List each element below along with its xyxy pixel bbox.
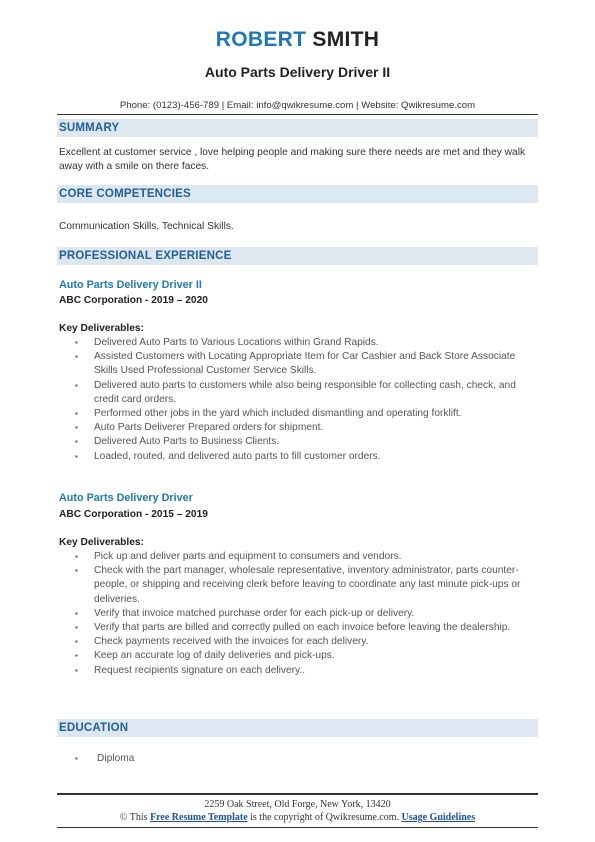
bullet-text: Assisted Customers with Locating Appropriate Item for Car Cashier and Back Store Associate Skills Used Professional Customer Service Skills. [94,351,516,377]
bullet-text: Keep an accurate log of daily deliveries and pick-ups. [94,650,335,662]
bullet-icon: ▪ [75,665,78,675]
footer-divider-top [57,793,538,795]
key-deliverables-label: Key Deliverables: [59,537,144,548]
list-item [59,635,539,649]
key-deliverables-label: Key Deliverables: [59,323,144,334]
copyright-prefix: © This [119,812,148,823]
bullet-icon: ▪ [75,623,78,633]
bullet-text: Request recipients signature on each delivery.. [94,664,306,676]
job-1-bullet-list [59,336,539,464]
summary-text: Excellent at customer service , love helping people and making sure there needs are met and they walk away with a smile on there faces. [59,147,526,172]
bullet-text: Pick up and deliver parts and equipment to consumers and vendors. [94,551,402,562]
bullet-text: Delivered Auto Parts to Business Clients. [94,436,280,448]
bullet-icon: ▪ [75,754,78,763]
section-header-summary [57,119,538,137]
list-item [59,407,539,421]
list-item [59,621,539,635]
list-item [59,421,539,435]
list-item [59,450,539,464]
job-company-dates: ABC Corporation - 2019 – 2020 [59,295,208,306]
list-item [59,664,539,678]
section-title: EDUCATION [59,722,129,734]
last-name: SMITH [312,28,380,51]
bullet-icon: ▪ [75,608,78,618]
bullet-icon: ▪ [75,380,78,390]
job-title: Auto Parts Delivery Driver II [59,279,202,291]
list-item [59,607,539,621]
bullet-icon: ▪ [75,352,78,362]
section-title: CORE COMPETENCIES [59,188,191,200]
competencies-text: Communication Skills, Technical Skills. [59,221,234,232]
list-item [59,550,539,564]
section-header-experience [57,247,538,265]
section-header-competencies [57,185,538,203]
footer-divider-bottom [57,827,538,828]
bullet-text: Check payments received with the invoices for each delivery. [94,636,369,648]
bullet-text: Delivered auto parts to customers while also being responsible for collecting cash, check, and credit card orders. [94,379,516,405]
free-resume-template-link[interactable]: Free Resume Template [150,812,248,823]
education-degree: Diploma [97,753,135,764]
bullet-text: Verify that invoice matched purchase order for each pick-up or delivery. [94,607,415,619]
bullet-text: Performed other jobs in the yard which included dismantling and operating forklift. [94,408,462,420]
contact-line: Phone: (0123)-456-789 | Email: info@qwikresume.com | Website: Qwikresume.com [119,100,476,111]
usage-guidelines-link[interactable]: Usage Guidelines [401,812,476,823]
footer-address: 2259 Oak Street, Old Forge, New York, 13420 [204,799,391,810]
list-item [59,336,539,350]
bullet-text: Delivered Auto Parts to Various Locations within Grand Rapids. [94,337,379,348]
section-header-education [57,719,538,737]
bullet-icon: ▪ [75,409,78,419]
candidate-name [0,27,595,53]
bullet-icon: ▪ [75,552,78,561]
bullet-icon: ▪ [75,338,78,347]
copyright-middle: is the copyright of Qwikresume.com. [250,812,399,823]
bullet-icon: ▪ [75,566,78,576]
list-item [59,379,539,407]
bullet-text: Check with the part manager, wholesale representative, inventory administrator, parts counter-people, or shipping and receiving clerk before leaving to coordinate any last minute pick-ups or deliveries. [94,565,521,605]
bullet-text: Auto Parts Deliverer Prepared orders for shipment. [94,422,324,434]
footer-copyright [0,812,595,824]
list-item [59,350,539,378]
bullet-icon: ▪ [75,437,78,447]
list-item [59,435,539,449]
bullet-icon: ▪ [75,651,78,661]
list-item [59,564,539,607]
bullet-text: Verify that parts are billed and correctly pulled on each invoice before leaving the dealership. [94,622,511,634]
first-name: ROBERT [215,28,307,51]
list-item [59,649,539,663]
job-company-dates: ABC Corporation - 2015 – 2019 [59,509,208,520]
job-2-bullet-list [59,550,539,678]
bullet-icon: ▪ [75,637,78,647]
header-divider [57,114,538,115]
job-title: Auto Parts Delivery Driver [59,492,193,504]
section-title: SUMMARY [59,122,120,134]
resume-job-title: Auto Parts Delivery Driver II [204,64,391,80]
bullet-text: Loaded, routed, and delivered auto parts to fill customer orders. [94,450,381,462]
bullet-icon: ▪ [75,423,78,433]
bullet-icon: ▪ [75,451,78,461]
section-title: PROFESSIONAL EXPERIENCE [59,250,232,262]
